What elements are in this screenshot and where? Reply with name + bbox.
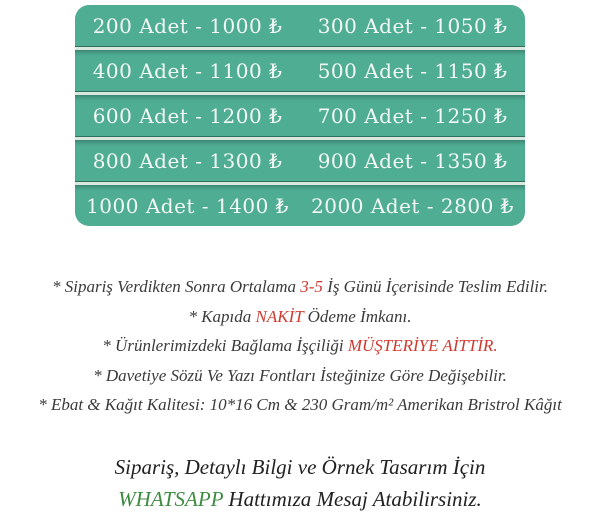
- price-cell: 600 Adet - 1200 ₺: [92, 103, 283, 128]
- note-text: * Kapıda: [188, 306, 256, 326]
- note-highlight: 3-5: [300, 277, 323, 296]
- note-text: * Ürünlerimizdeki Bağlama İşçiliği: [102, 336, 348, 355]
- price-row: [75, 5, 525, 46]
- note-assembly: [0, 331, 600, 361]
- price-cell: 2000 Adet - 2800 ₺: [311, 193, 514, 218]
- price-cell: 400 Adet - 1100 ₺: [92, 58, 283, 83]
- price-cell: 300 Adet - 1050 ₺: [317, 13, 508, 38]
- price-row: [75, 185, 525, 226]
- price-row: [75, 95, 525, 136]
- note-text: * Ebat & Kağıt Kalitesi: 10*16 Cm & 230 Gram/m² Amerikan Bristrol Kâğıt: [38, 395, 562, 414]
- note-payment: [0, 302, 600, 332]
- footer-section: [0, 451, 600, 515]
- note-paper: [0, 390, 600, 420]
- whatsapp-label: WHATSAPP: [118, 487, 224, 511]
- price-cell: 200 Adet - 1000 ₺: [92, 13, 283, 38]
- price-row: [75, 50, 525, 91]
- notes-section: [0, 272, 600, 420]
- note-text: * Davetiye Sözü Ve Yazı Fontları İsteğinize Göre Değişebilir.: [93, 365, 507, 385]
- footer-line-2: [0, 483, 600, 515]
- note-fonts: [0, 361, 600, 391]
- note-text: İş Günü İçerisinde Teslim Edilir.: [322, 277, 548, 296]
- note-text: Ödeme İmkanı.: [303, 306, 412, 326]
- note-delivery: [0, 272, 600, 302]
- footer-text: Hattımıza Mesaj Atabilirsiniz.: [223, 487, 482, 511]
- note-highlight: MÜŞTERİYE AİTTİR.: [347, 336, 498, 355]
- price-cell: 500 Adet - 1150 ₺: [317, 58, 508, 83]
- footer-line-1: [0, 451, 600, 483]
- footer-text: Sipariş, Detaylı Bilgi ve Örnek Tasarım İçin: [114, 455, 486, 479]
- price-cell: 800 Adet - 1300 ₺: [92, 148, 283, 173]
- note-text: * Sipariş Verdikten Sonra Ortalama: [52, 277, 301, 296]
- price-cell: 1000 Adet - 1400 ₺: [86, 193, 289, 218]
- price-cell: 700 Adet - 1250 ₺: [317, 103, 508, 128]
- price-cell: 900 Adet - 1350 ₺: [317, 148, 508, 173]
- price-row: [75, 140, 525, 181]
- note-highlight: NAKİT: [255, 306, 304, 326]
- pricing-table: [75, 5, 525, 226]
